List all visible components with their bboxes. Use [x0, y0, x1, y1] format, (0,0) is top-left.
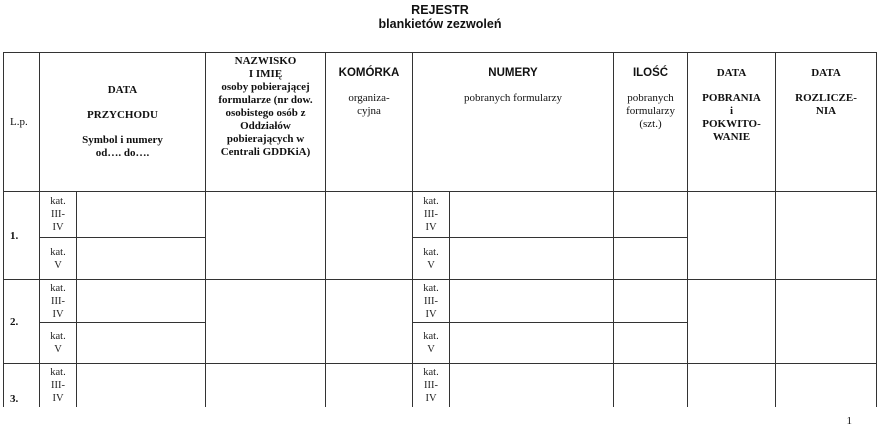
row-number: 1.: [4, 192, 40, 280]
numery-cell[interactable]: [450, 192, 614, 238]
header-data-rozliczenia: DATA ROZLICZE- NIA: [776, 53, 877, 192]
nazwisko-cell[interactable]: [206, 364, 326, 407]
data-rozliczenia-cell[interactable]: [776, 364, 877, 407]
komorka-cell[interactable]: [326, 192, 413, 280]
symbol-cell[interactable]: [77, 364, 206, 407]
komorka-cell[interactable]: [326, 280, 413, 364]
table-row: [4, 192, 877, 238]
table-row: [4, 364, 877, 407]
komorka-cell[interactable]: [326, 364, 413, 407]
kat-label: kat. III- IV: [40, 192, 77, 238]
row-number: 3.: [4, 364, 40, 407]
nazwisko-cell[interactable]: [206, 192, 326, 280]
numery-cell[interactable]: [450, 323, 614, 364]
kat-label: kat. III- IV: [413, 364, 450, 407]
nazwisko-cell[interactable]: [206, 280, 326, 364]
symbol-cell[interactable]: [77, 238, 206, 280]
numery-cell[interactable]: [450, 238, 614, 280]
kat-label: kat. V: [40, 323, 77, 364]
ilosc-cell[interactable]: [614, 238, 688, 280]
header-komorka: KOMÓRKA organiza- cyjna: [326, 53, 413, 192]
header-nazwisko: NAZWISKO I IMIĘ osoby pobierającej formularze (nr dow. osobistego osób z Oddziałów pobierających w Centrali GDDKiA): [206, 53, 326, 192]
numery-cell[interactable]: [450, 280, 614, 323]
kat-label: kat. V: [413, 323, 450, 364]
data-pobrania-cell[interactable]: [688, 192, 776, 280]
kat-label: kat. V: [40, 238, 77, 280]
kat-label: kat. III- IV: [40, 364, 77, 407]
symbol-cell[interactable]: [77, 323, 206, 364]
header-data-pobrania: DATA POBRANIA i POKWITO- WANIE: [688, 53, 776, 192]
table-row: [4, 280, 877, 323]
page-number: 1: [846, 415, 852, 427]
ilosc-cell[interactable]: [614, 364, 688, 407]
register-table: [3, 52, 877, 407]
document-title: REJESTR: [411, 3, 469, 17]
symbol-cell[interactable]: [77, 280, 206, 323]
header-numery: NUMERY pobranych formularzy: [413, 53, 614, 192]
header-data-przychodu: DATA PRZYCHODU Symbol i numery od…. do….: [40, 53, 206, 192]
kat-label: kat. III- IV: [40, 280, 77, 323]
kat-label: kat. III- IV: [413, 192, 450, 238]
header-row: [4, 53, 877, 192]
symbol-cell[interactable]: [77, 192, 206, 238]
document-subtitle: blankietów zezwoleń: [378, 17, 502, 31]
data-pobrania-cell[interactable]: [688, 280, 776, 364]
numery-cell[interactable]: [450, 364, 614, 407]
kat-label: kat. III- IV: [413, 280, 450, 323]
data-pobrania-cell[interactable]: [688, 364, 776, 407]
ilosc-cell[interactable]: [614, 323, 688, 364]
header-ilosc: ILOŚĆ pobranych formularzy (szt.): [614, 53, 688, 192]
ilosc-cell[interactable]: [614, 192, 688, 238]
data-rozliczenia-cell[interactable]: [776, 280, 877, 364]
kat-label: kat. V: [413, 238, 450, 280]
data-rozliczenia-cell[interactable]: [776, 192, 877, 280]
row-number: 2.: [4, 280, 40, 364]
ilosc-cell[interactable]: [614, 280, 688, 323]
header-lp: L.p.: [4, 53, 40, 192]
